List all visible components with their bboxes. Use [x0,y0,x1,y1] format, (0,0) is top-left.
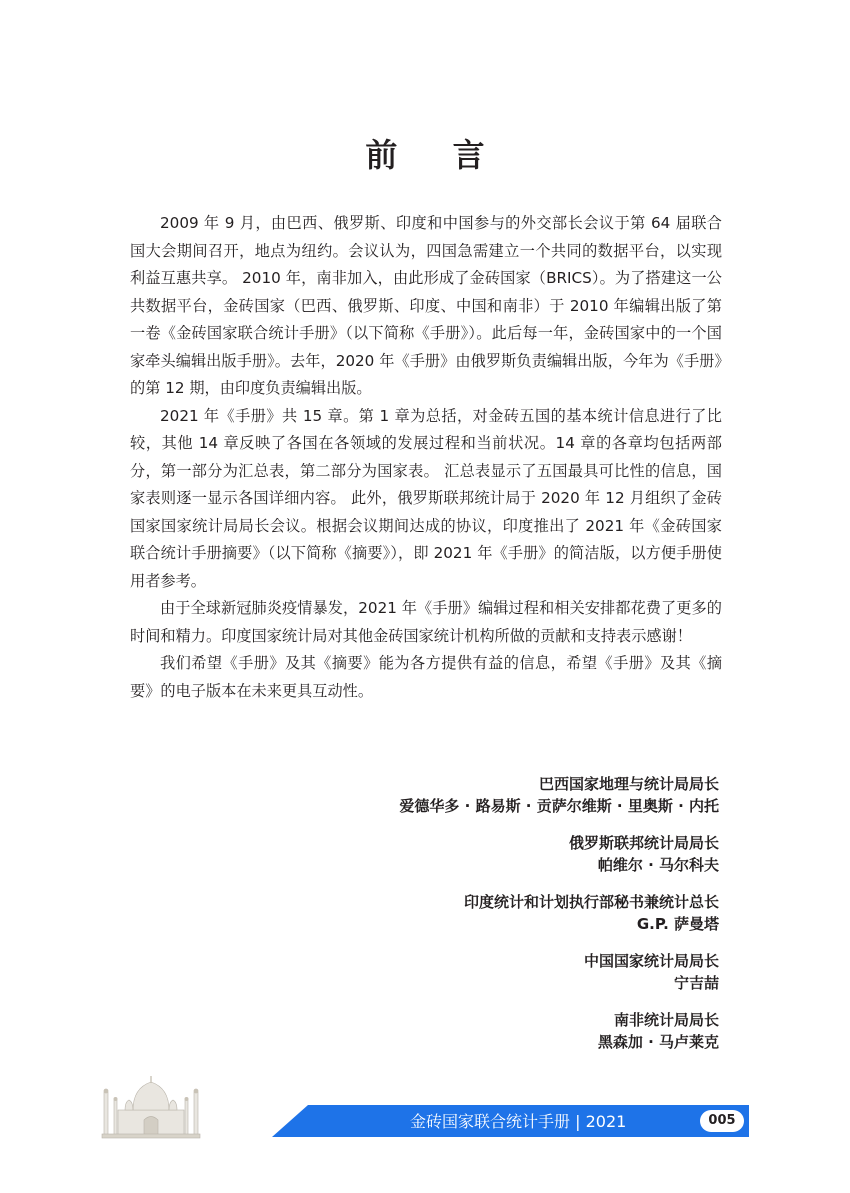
signature-brazil [219,774,719,817]
paragraph-3: 由于全球新冠肺炎疫情暴发，2021 年《手册》编辑过程和相关安排都花费了更多的时间和精力。印度国家统计局对其他金砖国家统计机构所做的贡献和支持表示感谢！ [130,599,722,645]
signature-list [219,774,719,1069]
signature-title: 巴西国家地理与统计局局长 [538,775,719,793]
footer-publication [410,1108,626,1136]
paragraph-2: 2021 年《手册》共 15 章。第 1 章为总括，对金砖五国的基本统计信息进行了比较，其他 14 章反映了各国在各领域的发展过程和当前状况。14 章的各章均包括两部分，第一部分为汇总表，第二部分为国家表。 汇总表显示了五国最具可比性的信息，国家表则逐一显示各国详细内容。 此外，俄罗斯联邦统计局于 2020 年 12 月组织了金砖国家国家统计局局长会议。根据会议期间达成的协议，印度推出了 2021 年《金砖国家联合统计手册摘要》（以下简称《摘要》），即 2021 年《手册》的简洁版，以方便手册使用者参考。 [130,406,722,590]
taj-mahal-illustration [100,1070,202,1140]
signature-title: 南非统计局局长 [613,1011,719,1029]
footer-year: 2021 [585,1112,627,1131]
signature-russia [219,833,719,876]
signature-south-africa [219,1010,719,1053]
page-title: 前 言 [365,136,507,174]
signature-name: 爱德华多 · 路易斯 · 贡萨尔维斯 · 里奥斯 · 内托 [399,796,719,815]
signature-name: 黑森加 · 马卢莱克 [597,1032,719,1051]
signature-name: 帕维尔 · 马尔科夫 [597,855,719,874]
preface-body [130,210,722,705]
signature-title: 印度统计和计划执行部秘书兼统计总长 [463,893,719,911]
paragraph-1: 2009 年 9 月，由巴西、俄罗斯、印度和中国参与的外交部长会议于第 64 届联合国大会期间召开，地点为纽约。会议认为，四国急需建立一个共同的数据平台，以实现利益互惠共享。 2010 年，南非加入，由此形成了金砖国家（BRICS）。为了搭建这一公共数据平台，金砖国家（巴西、俄罗斯、印度、中国和南非）于 2010 年编辑出版了第一卷《金砖国家联合统计手册》（以下简称《手册》）。此后每一年，金砖国家中的一个国家牵头编辑出版手册》。去年，2020 年《手册》由俄罗斯负责编辑出版，今年为《手册》的第 12 期，由印度负责编辑出版。 [130,214,722,397]
signature-title: 俄罗斯联邦统计局局长 [568,834,719,852]
signature-name: 宁吉喆 [673,973,719,992]
signature-india [219,892,719,935]
paragraph-4: 我们希望《手册》及其《摘要》能为各方提供有益的信息，希望《手册》及其《摘要》的电子版本在未来更具互动性。 [130,654,722,700]
footer-separator: | [575,1112,581,1131]
signature-title: 中国国家统计局局长 [583,952,719,970]
page-number: 005 [700,1110,744,1132]
footer-publication-name: 金砖国家联合统计手册 [410,1112,571,1131]
signature-name: G.P. 萨曼塔 [636,914,719,933]
signature-china [219,951,719,994]
